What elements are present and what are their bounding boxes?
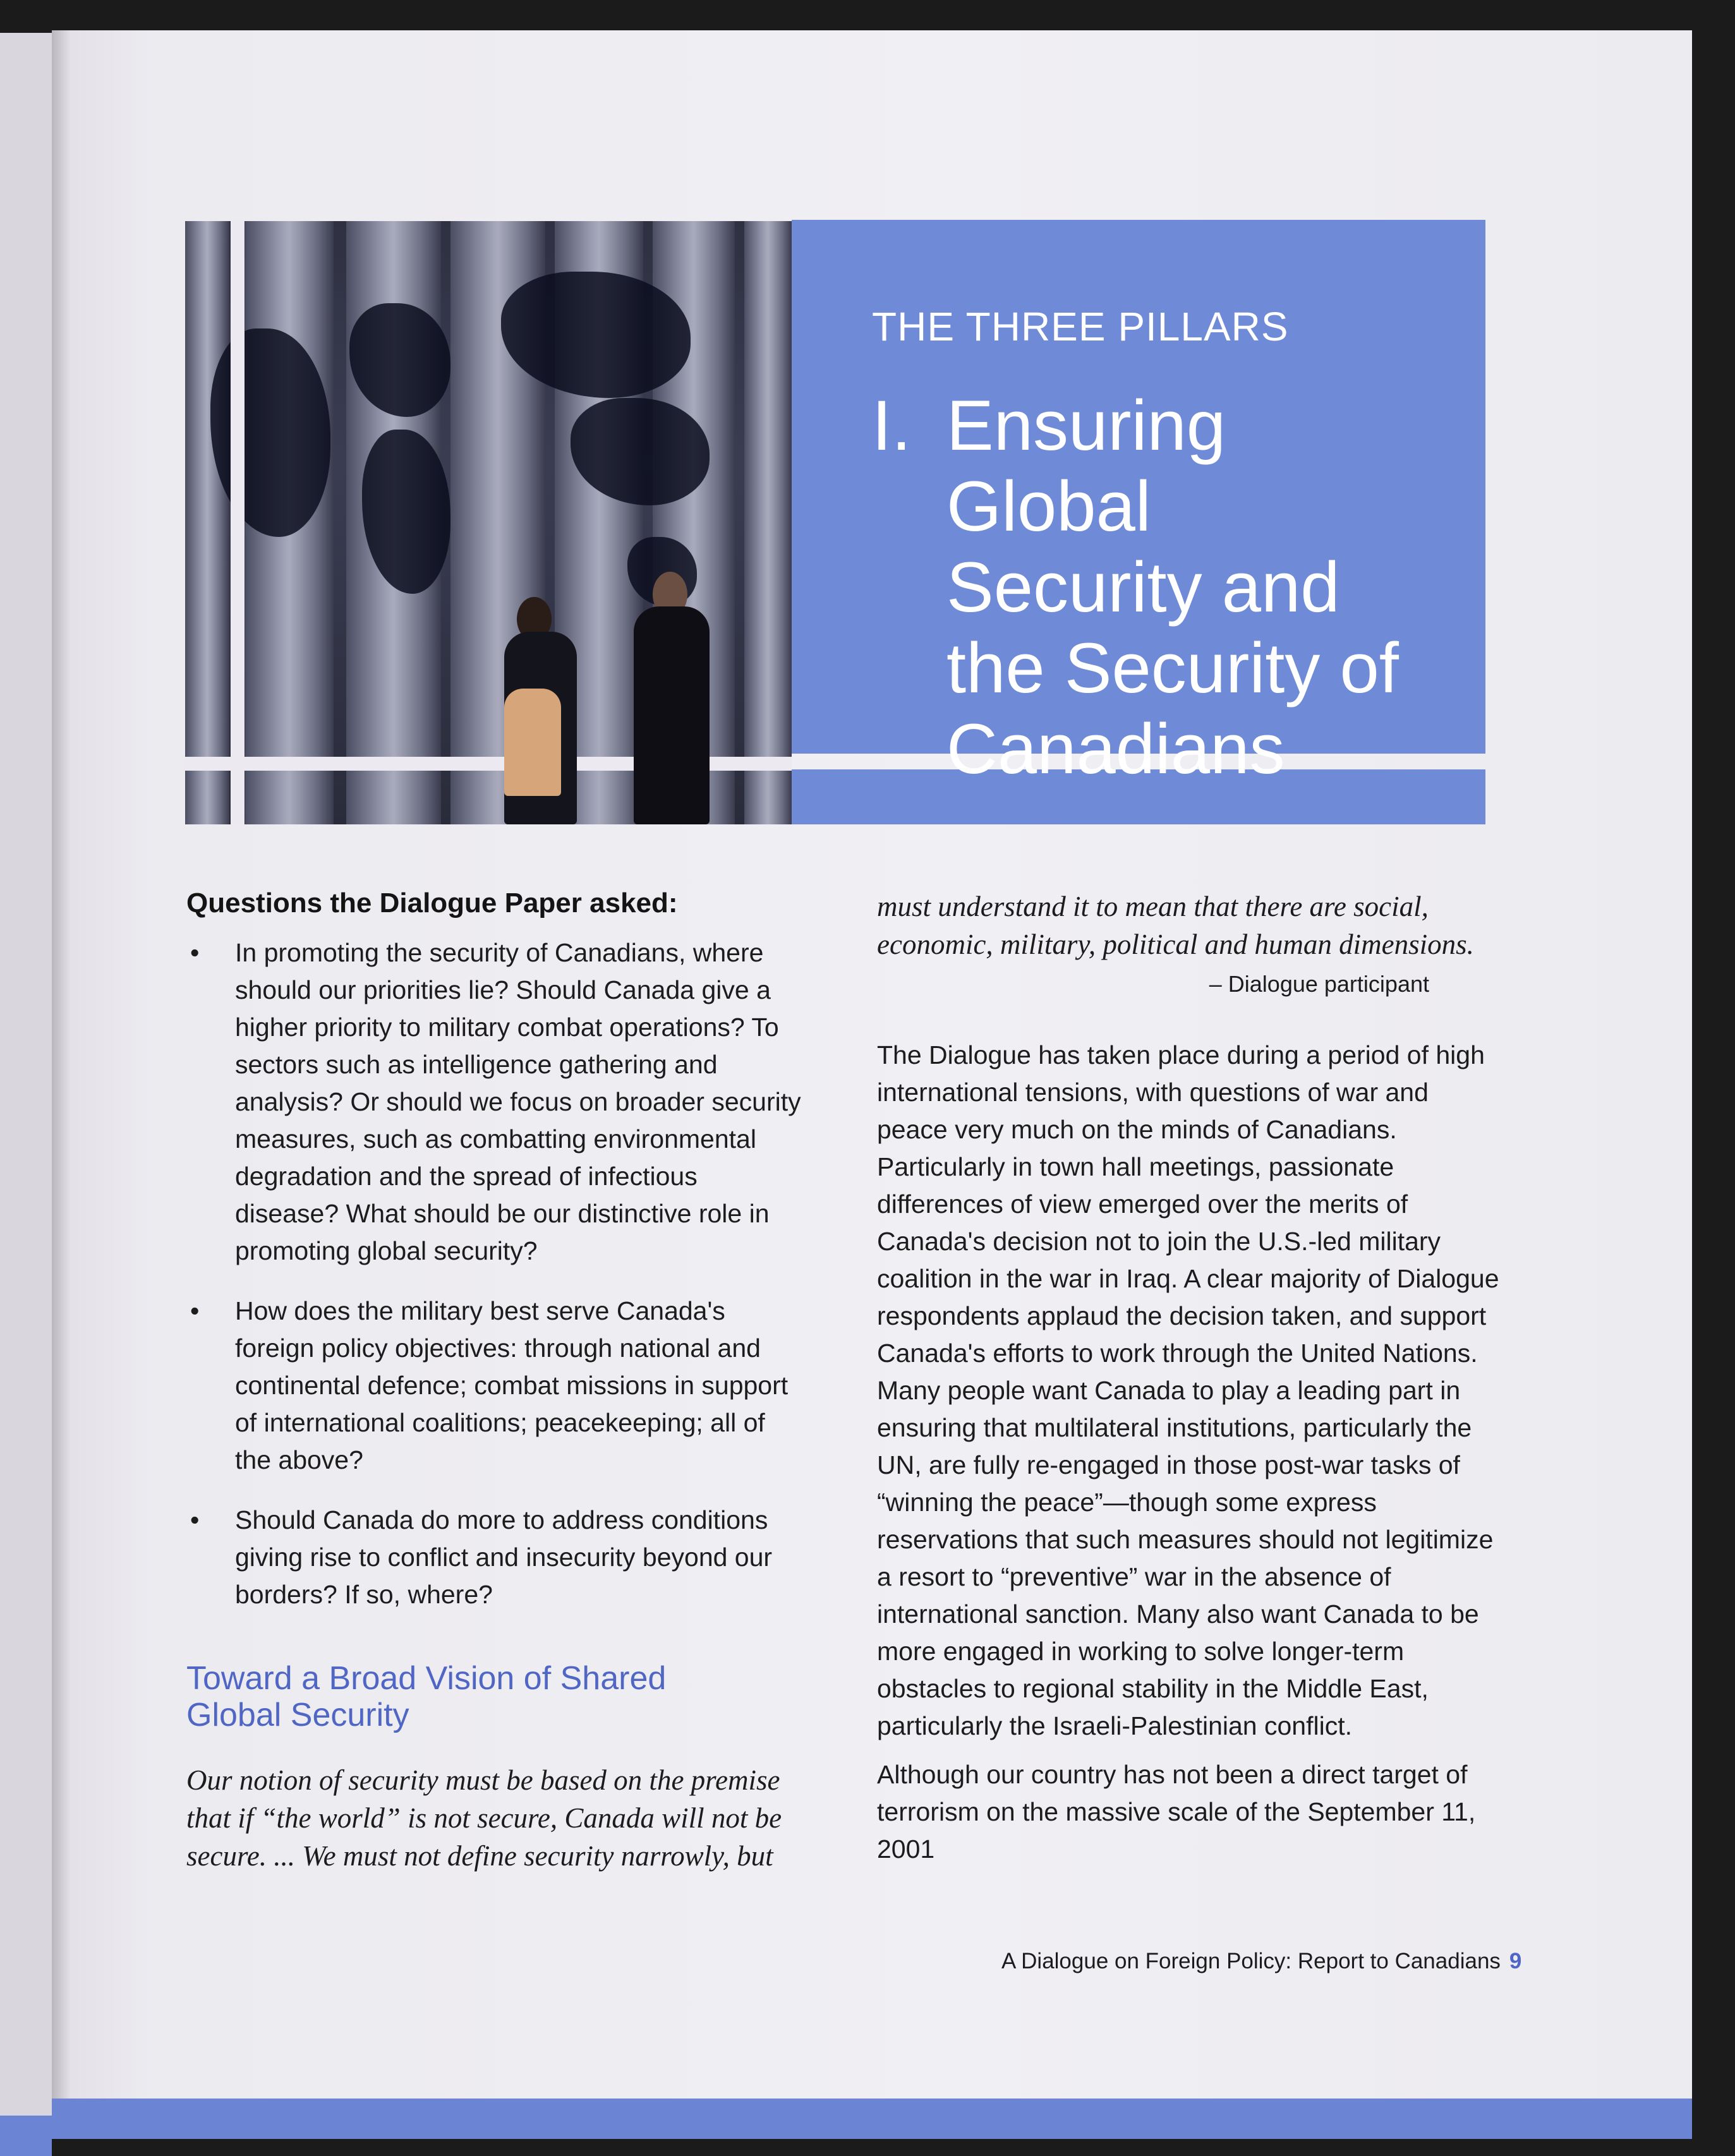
body-paragraph: Although our country has not been a direct target of terrorism on the massive scale of the September 11, 2001	[877, 1760, 1476, 1864]
body-paragraph: The Dialogue has taken place during a period of high international tensions, with questions of war and peace very much on the minds of Canadians. Particularly in town hall meetings, passionate differences of view emerged over the merits of Canada's decision not to join the U.S.-led military coalition in the war in Iraq. A clear majority of Dialogue respondents applaud the decision taken, and support Canada's efforts to work through the United Nations. Many people want Canada to play a leading part in ensuring that multilateral institutions, particularly the UN, are fully re-engaged in those post-war tasks of “winning the peace”—though some express reservations that such measures should not legitimize a resort to “preventive” war in the absence of international sanction. Many also want Canada to be more engaged in working to solve longer-term obstacles to regional stability in the Middle East, particularly the Israeli-Palestinian conflict.	[877, 1040, 1499, 1740]
facing-page-edge	[0, 33, 52, 2136]
bullet-icon: •	[190, 938, 200, 967]
hero-photo-columns-world-map	[185, 221, 792, 824]
question-text: In promoting the security of Canadians, where should our priorities lie? Should Canada give a higher priority to military combat operations? To sectors such as intelligence gathering and analysis? Or should we focus on broader security measures, such as combatting environmental degradation and the spread of infectious disease? What should be our distinctive role in promoting global security?	[235, 938, 801, 1265]
person-coat	[504, 689, 561, 796]
question-item	[186, 934, 802, 1270]
photo-column	[744, 221, 792, 824]
page-number: 9	[1509, 1949, 1522, 1973]
facing-page-band	[0, 2116, 52, 2156]
left-column	[186, 888, 802, 1875]
chapter-title	[872, 385, 1441, 790]
bullet-icon: •	[190, 1505, 200, 1534]
bullet-icon: •	[190, 1296, 200, 1325]
photo-column	[185, 221, 229, 824]
questions-heading: Questions the Dialogue Paper asked:	[186, 888, 678, 918]
page-footer	[1001, 1949, 1521, 1974]
photo-frame-rail	[231, 221, 245, 824]
section-kicker: THE THREE PILLARS	[872, 304, 1289, 349]
question-item	[186, 1292, 802, 1479]
running-title: A Dialogue on Foreign Policy: Report to Canadians	[1001, 1949, 1501, 1973]
question-text: Should Canada do more to address conditions giving rise to conflict and insecurity beyond our borders? If so, where?	[235, 1505, 773, 1609]
bottom-color-band	[52, 2099, 1692, 2139]
gutter-shadow	[52, 30, 71, 2139]
participant-quote-part1: Our notion of security must be based on the premise that if “the world” is not secure, Canada will not be secure. ... We must not define security narrowly, but	[186, 1764, 782, 1872]
question-item	[186, 1502, 802, 1613]
participant-quote-part2: must understand it to mean that there are social, economic, military, political and human dimensions.	[877, 891, 1474, 960]
chapter-number: I.	[872, 386, 912, 465]
section-heading: Toward a Broad Vision of Shared Global Security	[186, 1660, 667, 1733]
chapter-title-text: Ensuring Global Security and the Security of Canadians	[946, 386, 1399, 788]
person-figure	[634, 606, 710, 824]
right-column	[877, 888, 1502, 1879]
question-text: How does the military best serve Canada's foreign policy objectives: through national and continental defence; combat missions in support of international coalitions; peacekeeping; all of the above?	[235, 1296, 789, 1474]
questions-list	[186, 934, 802, 1613]
quote-attribution: – Dialogue participant	[1209, 971, 1429, 997]
